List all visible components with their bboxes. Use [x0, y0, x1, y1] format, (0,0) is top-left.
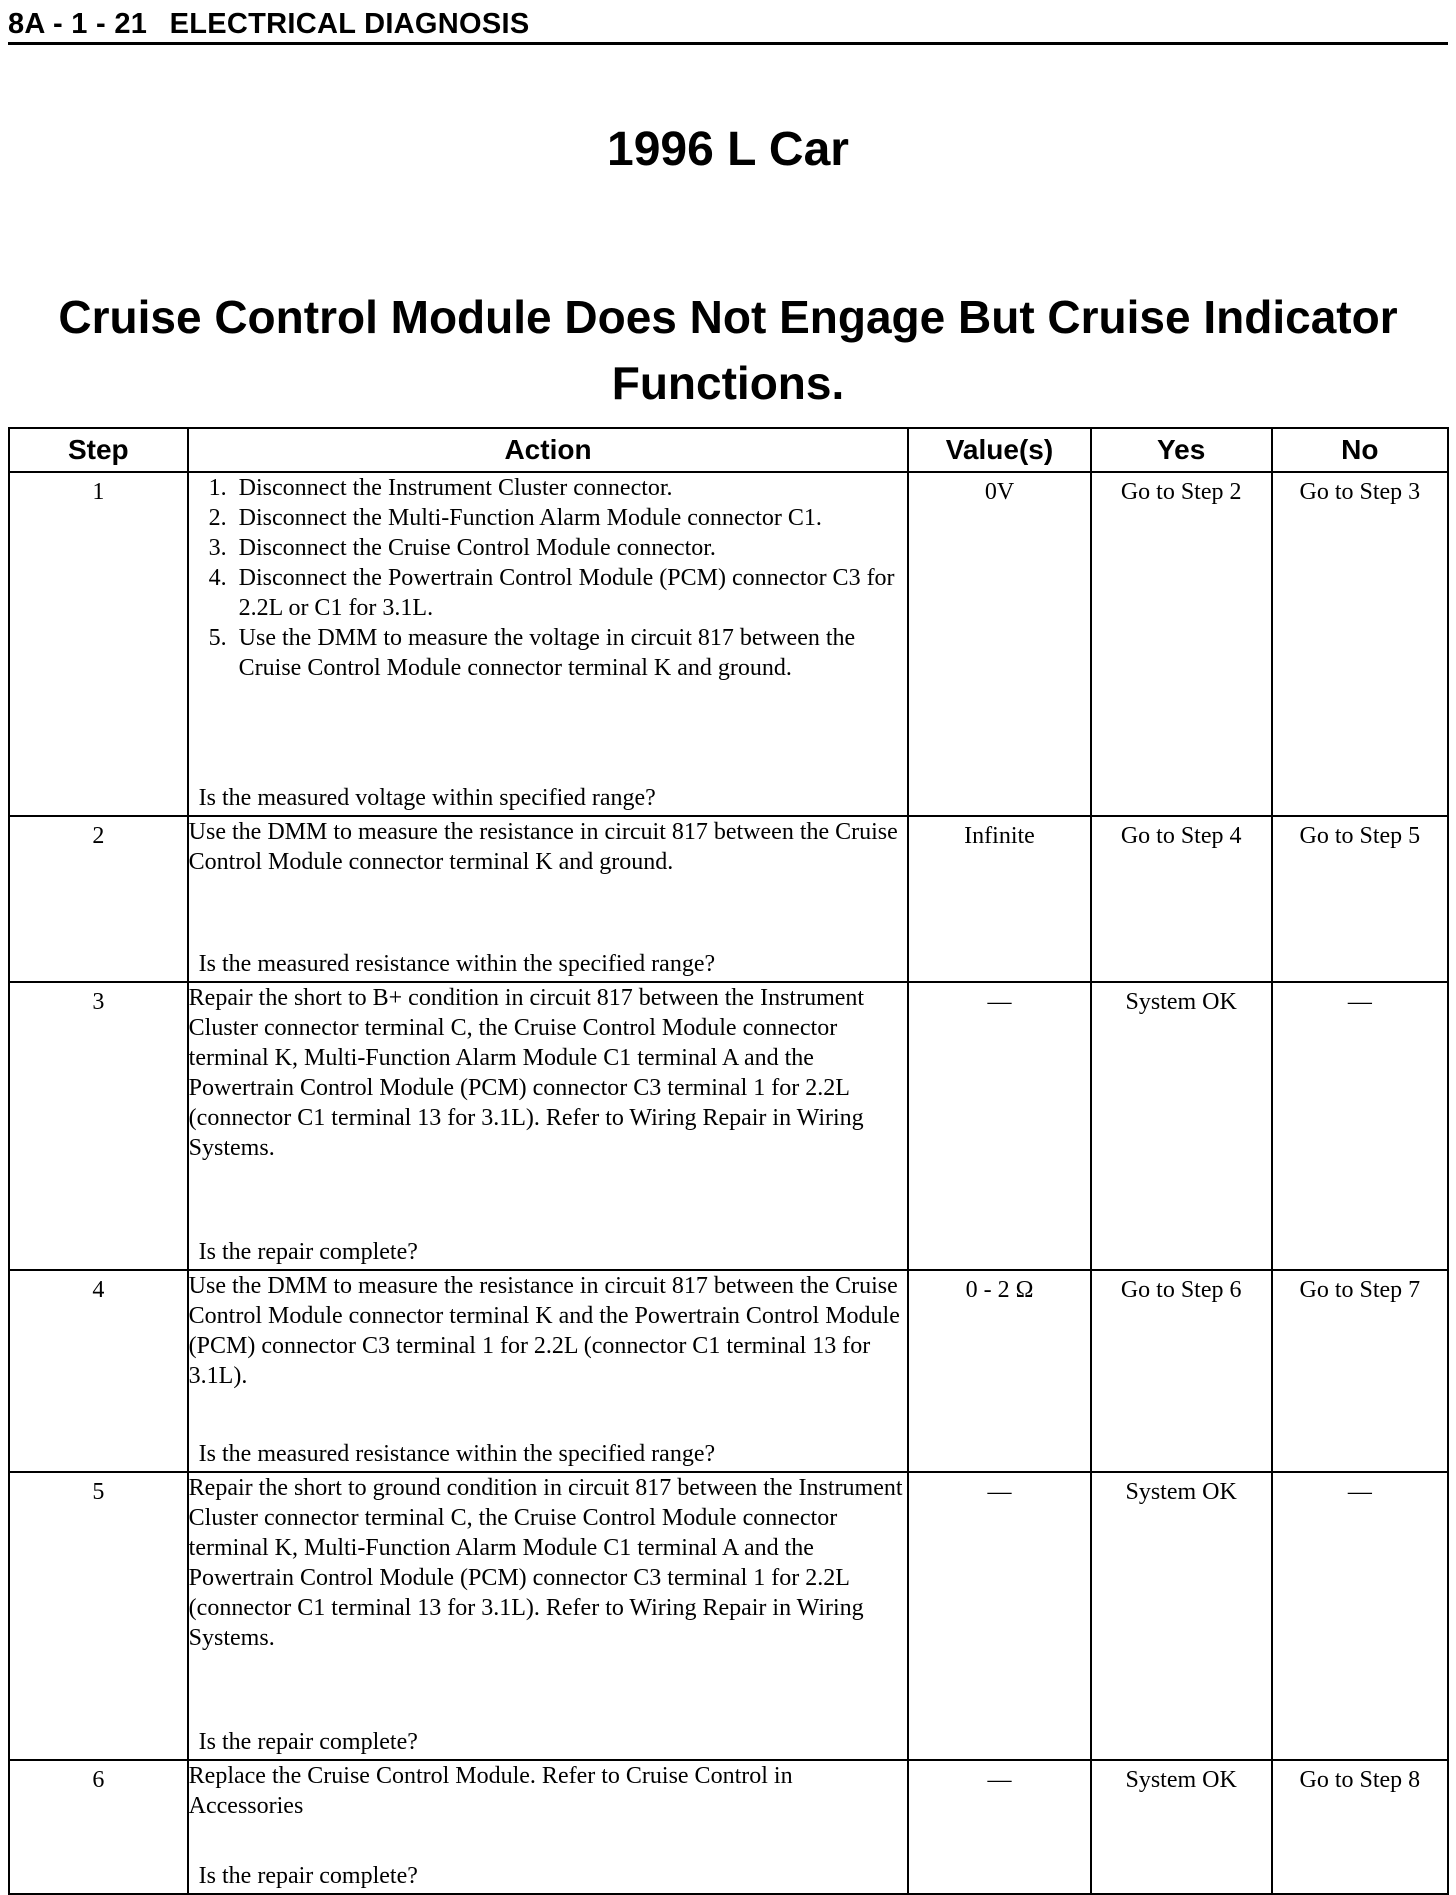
value-cell: — [908, 1472, 1090, 1760]
action-text: Use the DMM to measure the resistance in circuit 817 between the Cruise Control Module connector terminal K and ground. [188, 819, 898, 875]
yes-cell: System OK [1091, 1472, 1272, 1760]
action-text: Repair the short to B+ condition in circuit 817 between the Instrument Cluster connector terminal C, the Cruise Control Module connector terminal K, Multi-Function Alarm Module C1 terminal A and the Powertrain Control Module (PCM) connector C3 terminal 1 for 2.2L (connector C1 terminal 13 for 3.1L). Refer to Wiring Repair in Wiring Systems. [188, 985, 865, 1161]
action-cell [188, 1472, 909, 1760]
action-question: Is the repair complete? [198, 1729, 418, 1755]
action-question: Is the repair complete? [198, 1863, 418, 1889]
step-number: 1 [9, 472, 188, 816]
section-title: ELECTRICAL DIAGNOSIS [169, 8, 530, 40]
column-header-yes: Yes [1091, 428, 1272, 472]
action-step-item: 2. Disconnect the Multi-Function Alarm Module connector C1. [233, 503, 908, 533]
section-code: 8A - 1 - 21 [8, 8, 148, 40]
action-steps-list [189, 473, 908, 683]
action-text: Replace the Cruise Control Module. Refer to Cruise Control in Accessories [188, 1763, 793, 1819]
diagnostic-table [8, 427, 1449, 1895]
table-row [9, 982, 1448, 1270]
value-cell: — [908, 1760, 1090, 1894]
action-cell [188, 472, 909, 816]
yes-cell: Go to Step 2 [1091, 472, 1272, 816]
procedure-title: Cruise Control Module Does Not Engage But Cruise Indicator Functions. [58, 291, 1398, 409]
action-text: Use the DMM to measure the resistance in circuit 817 between the Cruise Control Module connector terminal K and the Powertrain Control Module (PCM) connector C3 terminal 1 for 2.2L (connector C1 terminal 13 for 3.1L). [188, 1273, 900, 1389]
table-header-row [9, 428, 1448, 472]
table-row [9, 816, 1448, 982]
no-cell: — [1272, 1472, 1448, 1760]
step-number: 6 [9, 1760, 188, 1894]
no-cell: — [1272, 982, 1448, 1270]
vehicle-title: 1996 L Car [607, 123, 849, 176]
value-cell: — [908, 982, 1090, 1270]
step-number: 2 [9, 816, 188, 982]
action-cell [188, 1760, 909, 1894]
value-cell: 0V [908, 472, 1090, 816]
action-cell [188, 816, 909, 982]
table-row [9, 1760, 1448, 1894]
column-header-values: Value(s) [908, 428, 1090, 472]
action-question: Is the measured resistance within the specified range? [198, 951, 716, 977]
action-step-item: 1. Disconnect the Instrument Cluster connector. [233, 473, 908, 503]
table-row [9, 1270, 1448, 1472]
action-step-item: 4. Disconnect the Powertrain Control Module (PCM) connector C3 for 2.2L or C1 for 3.1L. [233, 563, 908, 623]
action-cell [188, 1270, 909, 1472]
step-number: 5 [9, 1472, 188, 1760]
yes-cell: Go to Step 6 [1091, 1270, 1272, 1472]
yes-cell: System OK [1091, 1760, 1272, 1894]
table-row [9, 472, 1448, 816]
yes-cell: System OK [1091, 982, 1272, 1270]
column-header-no: No [1272, 428, 1448, 472]
action-cell [188, 982, 909, 1270]
action-text: Repair the short to ground condition in circuit 817 between the Instrument Cluster connector terminal C, the Cruise Control Module connector terminal K, Multi-Function Alarm Module C1 terminal A and the Powertrain Control Module (PCM) connector C3 terminal 1 for 2.2L (connector C1 terminal 13 for 3.1L). Refer to Wiring Repair in Wiring Systems. [188, 1475, 903, 1651]
column-header-action: Action [188, 428, 909, 472]
column-header-step: Step [9, 428, 188, 472]
no-cell: Go to Step 8 [1272, 1760, 1448, 1894]
step-number: 4 [9, 1270, 188, 1472]
no-cell: Go to Step 5 [1272, 816, 1448, 982]
value-cell: Infinite [908, 816, 1090, 982]
no-cell: Go to Step 7 [1272, 1270, 1448, 1472]
page-header [8, 6, 1448, 45]
action-question: Is the measured voltage within specified range? [198, 785, 656, 811]
table-row [9, 1472, 1448, 1760]
no-cell: Go to Step 3 [1272, 472, 1448, 816]
action-step-item: 5. Use the DMM to measure the voltage in circuit 817 between the Cruise Control Module connector terminal K and ground. [233, 623, 908, 683]
action-question: Is the measured resistance within the specified range? [198, 1441, 716, 1467]
action-step-item: 3. Disconnect the Cruise Control Module connector. [233, 533, 908, 563]
action-question: Is the repair complete? [198, 1239, 418, 1265]
yes-cell: Go to Step 4 [1091, 816, 1272, 982]
value-cell: 0 - 2 Ω [908, 1270, 1090, 1472]
step-number: 3 [9, 982, 188, 1270]
